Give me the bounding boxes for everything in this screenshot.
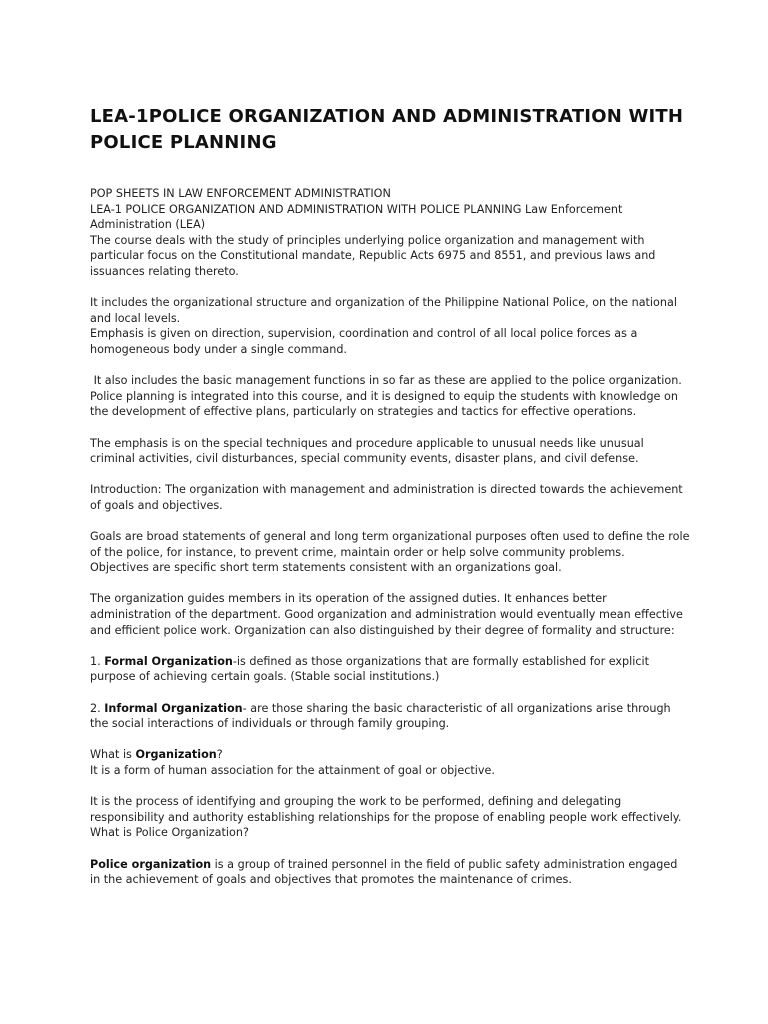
paragraph-formal-organization: [90, 654, 690, 685]
formal-organization-definition: -is defined as those organizations that are formally established for explicit purpose of achieving certain goals. (Stable social institutions.): [90, 654, 650, 684]
paragraph-management: It also includes the basic management functions in so far as these are applied to the police organization. Police planning is integrated into this course, and it is designed to equip the students with knowledge on the development of effective plans, particularly on strategies and tactics for effective operations.: [90, 374, 686, 419]
emphasis-text: Emphasis is given on direction, supervision, coordination and control of all local police forces as a homogeneous body under a single command.: [90, 327, 638, 356]
paragraph-what-is-organization: [90, 747, 690, 778]
list-number: 2.: [90, 701, 105, 715]
objectives-text: Objectives are specific short term statements consistent with an organizations goal.: [90, 561, 562, 575]
paragraph-structure: [90, 295, 690, 357]
process-text: It is the process of identifying and grouping the work to be performed, defining and delegating responsibility and authority establishing relationships for the propose of enabling people work effectively.: [90, 795, 682, 824]
paragraph-special-techniques: The emphasis is on the special techniques and procedure applicable to unusual needs like unusual criminal activities, civil disturbances, special community events, disaster plans, and civil defense.: [90, 436, 644, 466]
organization-term: Organization: [135, 748, 217, 762]
police-organization-term: Police organization: [90, 857, 212, 871]
document-body: [90, 186, 690, 888]
goals-text: Goals are broad statements of general and long term organizational purposes often used to define the role of the police, for instance, to prevent crime, maintain order or help solve community problems.: [90, 530, 690, 559]
paragraph-process: [90, 794, 690, 841]
question-suffix: ?: [216, 748, 223, 762]
organization-definition: It is a form of human association for the attainment of goal or objective.: [90, 763, 495, 777]
list-number: 1.: [90, 654, 105, 668]
paragraph-informal-organization: [90, 701, 690, 732]
paragraph-organization-guides: The organization guides members in its operation of the assigned duties. It enhances better administration of the department. Good organization and administration would eventually mean effective and efficient police work. Organization can also distinguished by their degree of formality and structure:: [90, 592, 683, 637]
course-title-line: LEA-1 POLICE ORGANIZATION AND ADMINISTRATION WITH POLICE PLANNING Law Enforcement Administration (LEA): [90, 202, 623, 232]
question-prefix: What is: [90, 748, 136, 762]
structure-text: It includes the organizational structure and organization of the Philippine National Police, on the national and local levels.: [90, 296, 677, 325]
paragraph-intro: [90, 186, 690, 280]
document-page: [90, 104, 690, 888]
formal-organization-term: Formal Organization: [104, 654, 233, 668]
pop-sheets-heading: POP SHEETS IN LAW ENFORCEMENT ADMINISTRATION: [90, 187, 391, 200]
paragraph-police-organization: [90, 857, 690, 888]
paragraph-goals: [90, 529, 690, 576]
police-organization-question: What is Police Organization?: [90, 826, 249, 840]
informal-organization-definition: - are those sharing the basic characteristic of all organizations arise through the social interactions of individuals or through family grouping.: [90, 701, 671, 731]
course-description: The course deals with the study of principles underlying police organization and management with particular focus on the Constitutional mandate, Republic Acts 6975 and 8551, and previous laws and issuances relating thereto.: [90, 233, 656, 278]
document-title: LEA-1POLICE ORGANIZATION AND ADMINISTRATION WITH POLICE PLANNING: [90, 106, 684, 153]
paragraph-introduction: Introduction: The organization with management and administration is directed towards the achievement of goals and objectives.: [90, 483, 683, 512]
informal-organization-term: Informal Organization: [104, 701, 243, 715]
police-organization-definition: is a group of trained personnel in the field of public safety administration engaged in the achievement of goals and objectives that promotes the maintenance of crimes.: [90, 857, 681, 887]
